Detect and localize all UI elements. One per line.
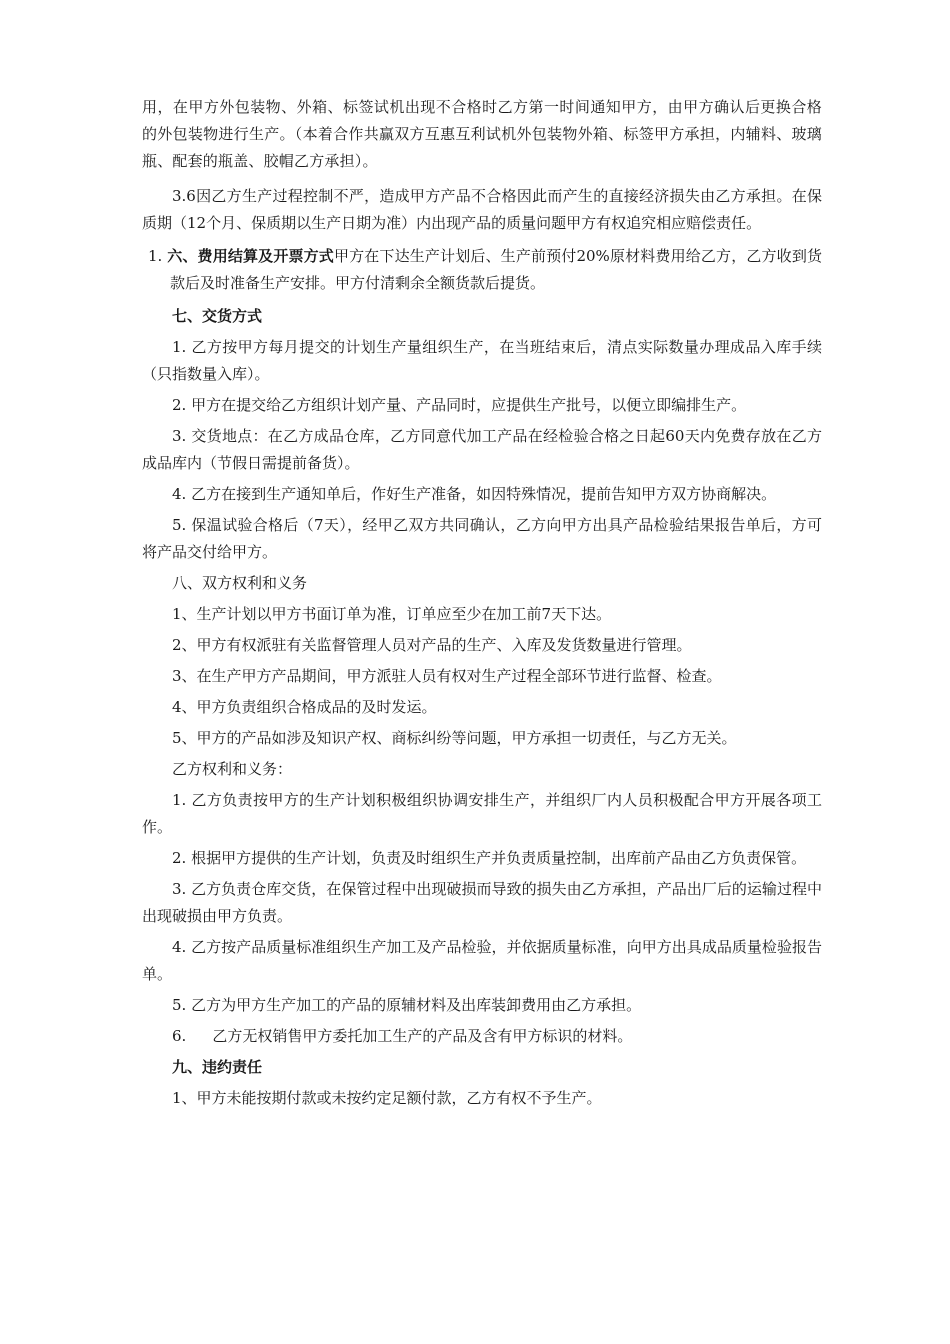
section-7-item-3: 3. 交货地点：在乙方成品仓库，乙方同意代加工产品在经检验合格之日起60天内免费存放在乙方成品库内（节假日需提前备货）。	[142, 427, 822, 472]
section-7-item-1: 1. 乙方按甲方每月提交的计划生产量组织生产，在当班结束后，清点实际数量办理成品入库手续（只指数量入库）。	[142, 338, 822, 383]
section-9-title: 九、违约责任	[172, 1058, 263, 1076]
paragraph-packaging: 用，在甲方外包装物、外箱、标签试机出现不合格时乙方第一时间通知甲方，由甲方确认后更换合格的外包装物进行生产。（本着合作共赢双方互惠互利试机外包装物外箱、标签甲方承担，内辅料、玻璃瓶、配套的瓶盖、胶帽乙方承担）。	[142, 98, 822, 170]
section-9-item-1: 1、甲方未能按期付款或未按约定足额付款，乙方有权不予生产。	[172, 1089, 602, 1107]
party-b-item-2: 2. 根据甲方提供的生产计划，负责及时组织生产并负责质量控制，出库前产品由乙方负责保管。	[172, 849, 807, 867]
section-8-item-3: 3、在生产甲方产品期间，甲方派驻人员有权对生产过程全部环节进行监督、检查。	[172, 667, 722, 685]
section-8-item-1: 1、生产计划以甲方书面订单为准，订单应至少在加工前7天下达。	[172, 605, 612, 623]
party-b-item-4: 4. 乙方按产品质量标准组织生产加工及产品检验，并依据质量标准，向甲方出具成品质量检验报告单。	[142, 938, 822, 983]
document-body	[142, 94, 822, 1112]
party-b-item-1: 1. 乙方负责按甲方的生产计划积极组织协调安排生产，并组织厂内人员积极配合甲方开展各项工作。	[142, 791, 822, 836]
section-8-item-4: 4、甲方负责组织合格成品的及时发运。	[172, 698, 437, 716]
section-7-item-5: 5. 保温试验合格后（7天），经甲乙双方共同确认，乙方向甲方出具产品检验结果报告单后，方可将产品交付给甲方。	[142, 516, 822, 561]
section-7-item-2: 2. 甲方在提交给乙方组织计划产量、产品同时，应提供生产批号，以便立即编排生产。	[172, 396, 747, 414]
section-7-item-4: 4. 乙方在接到生产通知单后，作好生产准备，如因特殊情况，提前告知甲方双方协商解决。	[172, 485, 777, 503]
clause-3-6: 3.6因乙方生产过程控制不严，造成甲方产品不合格因此而产生的直接经济损失由乙方承担。在保质期（12个月、保质期以生产日期为准）内出现产品的质量问题甲方有权追究相应赔偿责任。	[142, 187, 822, 232]
section-6-title: 六、费用结算及开票方式	[167, 247, 334, 265]
section-7-title: 七、交货方式	[172, 307, 263, 325]
party-b-item-6-number: 6.	[172, 1027, 187, 1045]
section-8-item-2: 2、甲方有权派驻有关监督管理人员对产品的生产、入库及发货数量进行管理。	[172, 636, 692, 654]
party-b-item-5: 5. 乙方为甲方生产加工的产品的原辅材料及出库装卸费用由乙方承担。	[172, 996, 642, 1014]
party-b-rights-title: 乙方权利和义务：	[172, 760, 293, 778]
section-6	[142, 243, 822, 297]
party-b-item-6-text: 乙方无权销售甲方委托加工生产的产品及含有甲方标识的材料。	[212, 1027, 633, 1045]
section-8-item-5: 5、甲方的产品如涉及知识产权、商标纠纷等问题，甲方承担一切责任，与乙方无关。	[172, 729, 737, 747]
section-6-number: 1.	[148, 247, 163, 265]
section-8-title: 八、双方权利和义务	[172, 574, 308, 592]
section-6-text: 甲方在下达生产计划后、生产前预付20%原材料费用给乙方，乙方收到货款后及时准备生产安排。甲方付清剩余全额货款后提货。	[170, 247, 822, 292]
party-b-item-6	[142, 1023, 822, 1050]
party-b-item-3: 3. 乙方负责仓库交货，在保管过程中出现破损而导致的损失由乙方承担，产品出厂后的运输过程中出现破损由甲方负责。	[142, 880, 822, 925]
